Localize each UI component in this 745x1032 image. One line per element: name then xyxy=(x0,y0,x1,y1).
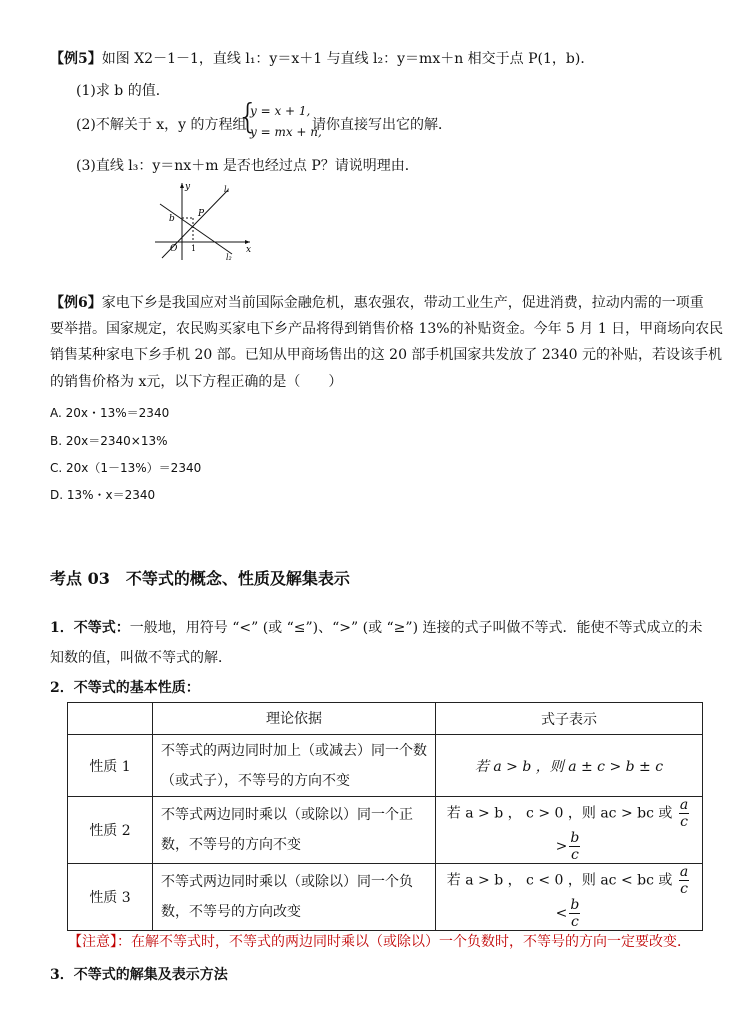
example5-graph xyxy=(150,180,260,262)
formula-op: > xyxy=(555,838,568,855)
formula-op: < xyxy=(555,905,568,922)
example5-tag: 【例5】 xyxy=(50,51,102,67)
one-label: 1 xyxy=(191,244,197,253)
paragraph-1-line-2: 知数的值，叫做不等式的解． xyxy=(50,650,232,666)
x-axis-arrow xyxy=(245,240,250,244)
option-b: B. 20x＝2340×13% xyxy=(50,434,168,448)
fraction-b-over-c xyxy=(569,830,580,863)
paragraph-1-label: 1．不等式： xyxy=(50,620,130,636)
l1-label: l₁ xyxy=(224,185,230,194)
table-header-cell: 理论依据 xyxy=(153,703,436,735)
example5-q2-before: (2)不解关于 x，y 的方程组 xyxy=(76,117,247,133)
l2-label: l₂ xyxy=(226,253,232,262)
property-basis: 不等式两边同时乘以（或除以）同一个正数，不等号的方向不变 xyxy=(153,797,436,864)
properties-table xyxy=(67,702,703,931)
property-formula xyxy=(436,797,703,864)
table-header-cell: 式子表示 xyxy=(436,703,703,735)
frac-denominator: c xyxy=(680,814,688,830)
fraction-a-over-c xyxy=(679,864,689,897)
example6-line-1 xyxy=(50,292,704,312)
note-line xyxy=(68,931,691,951)
y-axis-arrow xyxy=(180,183,184,188)
frac-numerator: a xyxy=(679,797,689,813)
option-c: C. 20x（1－13%）＝2340 xyxy=(50,461,202,475)
example5-q1: (1)求 b 的值． xyxy=(76,83,170,99)
example5-stem-line xyxy=(50,48,594,68)
fraction-b-over-c xyxy=(569,897,580,930)
table-header-row xyxy=(68,703,703,735)
property-name: 性质 2 xyxy=(68,797,153,864)
property-name: 性质 1 xyxy=(68,735,153,797)
table-row xyxy=(68,864,703,931)
table-row xyxy=(68,735,703,797)
x-label: x xyxy=(246,245,252,255)
example6-line-4: 的销售价格为 x元，以下方程正确的是（ ） xyxy=(50,374,343,390)
example6-line-2: 要举措。国家规定，农民购买家电下乡产品将得到销售价格 13%的补贴资金。今年 5 月 1 日，甲商场向农民 xyxy=(50,321,724,337)
paragraph-3-label: 3．不等式的解集及表示方法 xyxy=(50,967,228,983)
example6-line-3: 销售某种家电下乡手机 20 部。已知从甲商场售出的这 20 部手机国家共发放了 2340 元的补贴，若设该手机 xyxy=(50,347,722,363)
system-brace: { xyxy=(237,97,259,137)
b-label: b xyxy=(169,214,175,224)
property-basis: 不等式两边同时乘以（或除以）同一个负数，不等号的方向改变 xyxy=(153,864,436,931)
frac-numerator: a xyxy=(679,864,689,880)
example5-q2 xyxy=(76,114,247,134)
paragraph-1-text: 一般地，用符号 “<” (或 “≤”)、“>” (或 “≥”) 连接的式子叫做不等式．能使不等式成立的未 xyxy=(129,620,703,636)
paragraph-1-line-1 xyxy=(50,617,702,637)
note-tag: 【注意】 xyxy=(68,934,117,950)
example5-q2-eq2: y = mx + n, xyxy=(250,125,322,139)
property-name: 性质 3 xyxy=(68,864,153,931)
frac-denominator: c xyxy=(570,847,579,863)
example6-text-1: 家电下乡是我国应对当前国际金融危机，惠农强农，带动工业生产，促进消费，拉动内需的一项重 xyxy=(101,295,704,311)
frac-numerator: b xyxy=(570,830,580,846)
table-row xyxy=(68,797,703,864)
formula-prefix: 若 a > b ， c > 0 ，则 ac > bc 或 xyxy=(446,805,673,822)
example5-q2-eq1: y = x + 1, xyxy=(250,104,311,118)
paragraph-2-label: 2．不等式的基本性质： xyxy=(50,680,200,696)
fraction-a-over-c xyxy=(679,797,689,830)
property-basis: 不等式的两边同时加上（或减去）同一个数（或式子），不等号的方向不变 xyxy=(153,735,436,797)
section-title: 考点 03 不等式的概念、性质及解集表示 xyxy=(50,569,350,588)
frac-denominator: c xyxy=(680,881,688,897)
example6-tag: 【例6】 xyxy=(50,295,102,311)
formula-prefix: 若 a > b ， c < 0 ，则 ac < bc 或 xyxy=(446,872,673,889)
p-label: P xyxy=(198,209,205,219)
table-header-cell xyxy=(68,703,153,735)
frac-numerator: b xyxy=(570,897,580,913)
y-label: y xyxy=(185,182,191,192)
option-d: D. 13%・x＝2340 xyxy=(50,488,156,502)
option-a: A. 20x・13%＝2340 xyxy=(50,406,170,420)
property-formula xyxy=(436,864,703,931)
note-text: ：在解不等式时，不等式的两边同时乘以（或除以）一个负数时，不等号的方向一定要改变． xyxy=(117,934,691,950)
property-formula: 若 a > b ，则 a ± c > b ± c xyxy=(436,735,703,797)
origin-label: O xyxy=(170,244,178,254)
example5-stem: 如图 X2－1－1，直线 l₁：y＝x＋1 与直线 l₂：y＝mx＋n 相交于点 P(1，b)． xyxy=(101,51,595,67)
example5-q3: (3)直线 l₃：y＝nx＋m 是否也经过点 P？请说明理由． xyxy=(76,158,419,174)
example5-q2-after: 请你直接写出它的解． xyxy=(312,117,452,133)
frac-denominator: c xyxy=(570,914,579,930)
